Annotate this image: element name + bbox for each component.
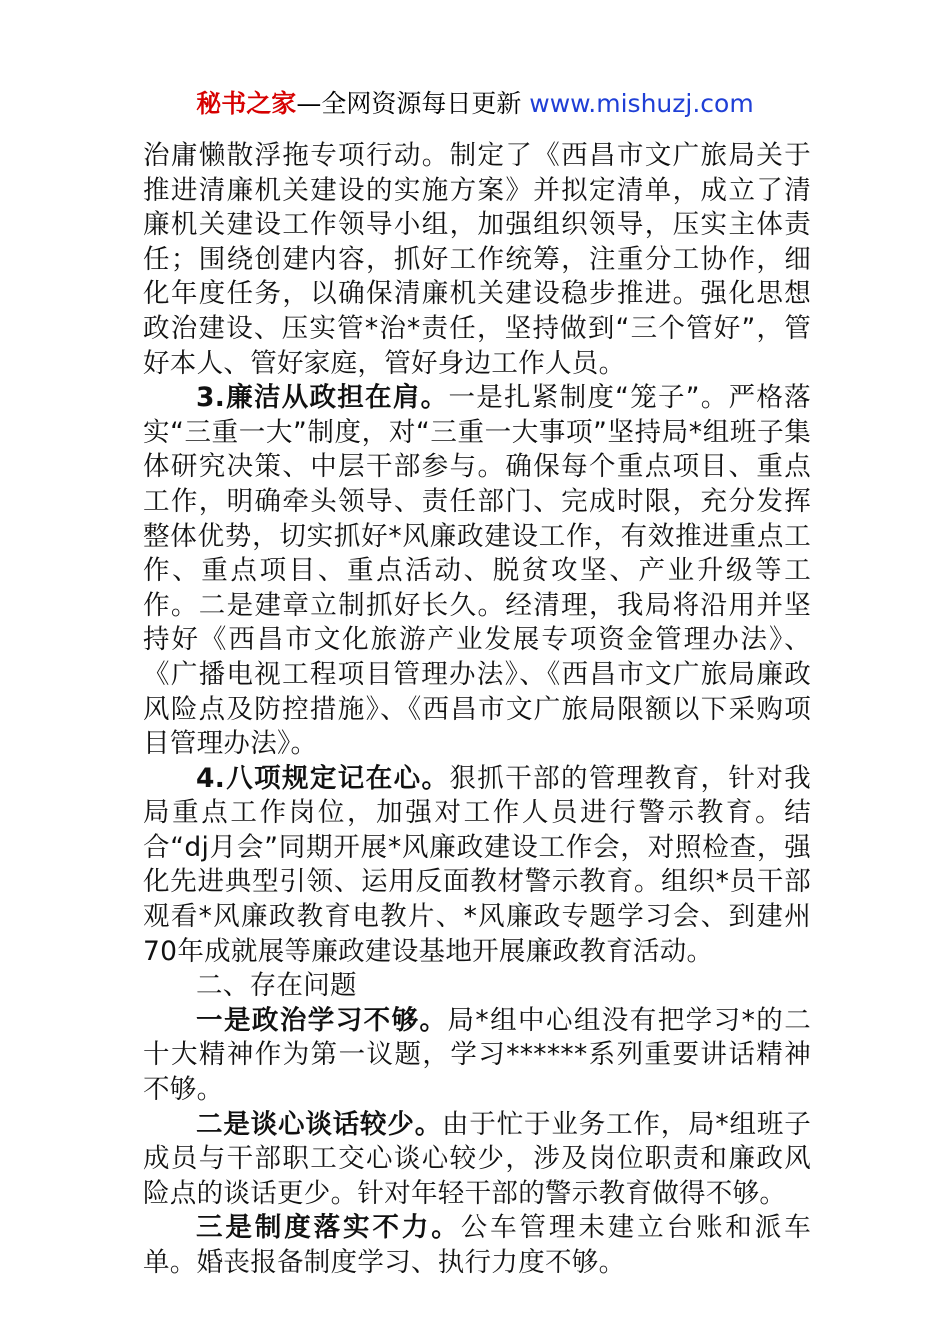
document-body: [143, 139, 811, 1281]
site-tagline: —全网资源每日更新: [296, 89, 530, 118]
paragraph-text: 一是扎紧制度“笼子”。严格落实“三重一大”制度，对“三重一大事项”坚持局*组班子集体研究决策、中层干部参与。确保每个重点项目、重点工作，明确牵头领导、责任部门、完成时限，充分发挥整体优势，切实抓好*风廉政建设工作，有效推进重点工作、重点项目、重点活动、脱贫攻坚、产业升级等工作。二是建章立制抓好长久。经清理，我局将沿用并坚持好《西昌市文化旅游产业发展专项资金管理办法》、《广播电视工程项目管理办法》、《西昌市文广旅局廉政风险点及防控措施》、《西昌市文广旅局限额以下采购项目管理办法》。: [143, 382, 811, 760]
paragraph-7: [143, 1211, 811, 1280]
paragraph-5: [143, 1004, 811, 1108]
section-heading-text: 二、存在问题: [196, 970, 357, 1002]
site-brand: 秘书之家: [196, 89, 297, 118]
paragraph-heading: 一是政治学习不够。: [196, 1004, 448, 1036]
paragraph-text: 狠抓干部的管理教育，针对我局重点工作岗位，加强对工作人员进行警示教育。结合“dj月会”同期开展*风廉政建设工作会，对照检查，强化先进典型引领、运用反面教材警示教育。组织*员干部观看*风廉政教育电教片、*风廉政专题学习会、到建州70年成就展等廉政建设基地开展廉政教育活动。: [143, 762, 811, 967]
paragraph-1: [143, 139, 811, 381]
section-heading: [143, 969, 811, 1004]
paragraph-text: 公车管理未建立台账和派车单。婚丧报备制度学习、执行力度不够。: [143, 1212, 811, 1278]
paragraph-3: [143, 762, 811, 970]
paragraph-heading: 二是谈心谈话较少。: [196, 1108, 443, 1140]
paragraph-text: 由于忙于业务工作，局*组班子成员与干部职工交心谈心较少，涉及岗位职责和廉政风险点的谈话更少。针对年轻干部的警示教育做得不够。: [143, 1108, 811, 1209]
paragraph-heading: 三是制度落实不力。: [196, 1212, 461, 1244]
site-header: [0, 86, 950, 122]
paragraph-6: [143, 1108, 811, 1212]
paragraph-text: 治庸懒散浮拖专项行动。制定了《西昌市文广旅局关于推进清廉机关建设的实施方案》并拟定清单，成立了清廉机关建设工作领导小组，加强组织领导，压实主体责任；围绕创建内容，抓好工作统筹，注重分工协作，细化年度任务，以确保清廉机关建设稳步推进。强化思想政治建设、压实管*治*责任，坚持做到“三个管好”，管好本人、管好家庭，管好身边工作人员。: [143, 140, 811, 379]
site-url-link[interactable]: www.mishuzj.com: [529, 89, 754, 118]
paragraph-text: 局*组中心组没有把学习*的二十大精神作为第一议题，学习******系列重要讲话精神不够。: [143, 1004, 811, 1106]
paragraph-heading: 4.八项规定记在心。: [196, 762, 450, 794]
paragraph-heading: 3.廉洁从政担在肩。: [196, 382, 449, 414]
paragraph-2: [143, 381, 811, 762]
